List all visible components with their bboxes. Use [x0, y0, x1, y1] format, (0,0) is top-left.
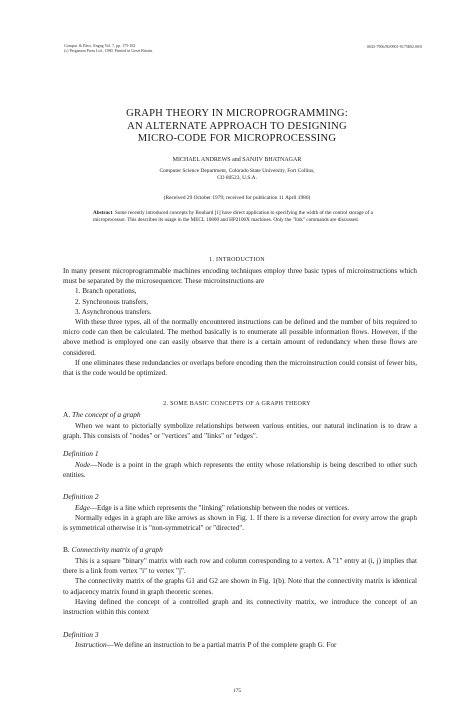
definition-text: —Node is a point in the graph which represents the entity whose relationship is being described to other such entities.: [63, 461, 417, 480]
journal-citation: Comput. & Elect. Engng Vol. 7, pp. 175-182: [64, 43, 136, 48]
subsection-b-body: [63, 556, 417, 617]
subsection-number: B.: [63, 545, 70, 554]
definition-1-label: Definition 1: [63, 449, 99, 458]
article-code: 0045-7906/80/0901-0175$02.00/0: [367, 44, 422, 49]
paragraph: Having defined the concept of a controlled graph and its connectivity matrix, we introduce the concept of an instruction within this context: [63, 597, 417, 617]
abstract-text: Some recently introduced concepts by Bouhard [1] have direct application to specifying the width of the control storage of a microprocessor. This describes its usage in the MECL 10800 and HP2100X machines. Only the "link" commands are discussed.: [93, 210, 373, 223]
paper-title: [0, 108, 474, 146]
section-heading-introduction: 1. INTRODUCTION: [209, 257, 265, 263]
introduction-body: [63, 266, 417, 378]
defined-term: Instruction: [75, 641, 107, 649]
definition-1-body: [63, 460, 417, 480]
paragraph: The connectivity matrix of the graphs G1 and G2 are shown in Fig. 1(b). Note that the connectivity matrix is identical to adjacency matrix found in graph theoretic scenes.: [63, 577, 417, 596]
author-affiliation: [0, 168, 474, 182]
paragraph: Normally edges in a graph are like arrows as shown in Fig. 1. If there is a reverse direction for every arrow the graph is symmetrical otherwise it is "non-symmetrical" or "directed".: [63, 514, 417, 533]
title-line: GRAPH THEORY IN MICROPROGRAMMING:: [126, 108, 348, 119]
paragraph: In many present microprogrammable machines encoding techniques employ three basic types of microinstructions which must be separated by the microsequencer. These microinstructions are: [63, 267, 417, 286]
abstract-label: Abstract: [93, 210, 113, 216]
title-line: MICRO-CODE FOR MICROPROCESSING: [137, 133, 337, 144]
definition-text: —Edge is a line which represents the "linking" relationship between the nodes or vertices.: [89, 504, 350, 512]
definition-3-body: [63, 640, 417, 650]
list-item: 3. Asynchronous transfers.: [75, 307, 152, 316]
received-dates: (Received 29 October 1979; received for publication 11 April 1980): [163, 195, 311, 201]
definition-text: —We define an instruction to be a partial matrix P of the complete graph G. For: [106, 641, 337, 649]
definition-2-label: Definition 2: [63, 492, 99, 501]
subsection-title: Connectivity matrix of a graph: [71, 545, 163, 554]
page-number: 175: [232, 688, 242, 694]
paragraph: With these three types, all of the normally encountered instructions can be defined and the number of bits required to micro code can then be calculated. The method basically is to enumerate all possible information flows. However, if the above method is employed one can easily observe that there is a certain amount of redundancy when these flows are considered.: [63, 318, 417, 357]
paragraph: If one eliminates these redundancies or overlaps before encoding then the microinstruction could consist of fewer bits, that is the code would be optimized.: [63, 358, 417, 378]
paragraph: This is a square "binary" matrix with each row and column corresponding to a vertex. A "1" entry at (i, j) implies that there is a link from vertex "i" to vertex "j".: [63, 557, 417, 576]
title-line: AN ALTERNATE APPROACH TO DESIGNING: [127, 120, 347, 132]
journal-header: [64, 43, 153, 53]
subsection-heading-a: [63, 410, 141, 419]
affiliation-line: Computer Science Department, Colorado State University, Fort Collins,: [159, 168, 315, 174]
list-item: 1. Branch operations,: [75, 287, 137, 296]
section-heading-concepts: 2. SOME BASIC CONCEPTS OF A GRAPH THEORY: [163, 401, 311, 407]
definition-2-body: [63, 503, 417, 534]
author-names: MICHAEL ANDREWS and SANJIV BHATNAGAR: [172, 157, 302, 163]
definition-3-label: Definition 3: [63, 630, 99, 639]
defined-term: Node: [75, 461, 91, 469]
subsection-heading-b: [63, 545, 163, 554]
subsection-number: A.: [63, 410, 71, 419]
paragraph: When we want to pictorially symbolize relationships between various entities, our natural inclination is to draw a graph. This consists of "nodes" or "vertices" and "links" or "edges".: [63, 422, 417, 441]
paragraph: [63, 503, 417, 513]
abstract: [93, 210, 393, 223]
defined-term: Edge: [75, 504, 90, 512]
list-item: 2. Synchronous transfers,: [75, 297, 149, 306]
affiliation-line: CO 80523, U.S.A.: [217, 175, 257, 181]
publisher-line: (c) Pergamon Press Ltd., 1980. Printed in Great Britain.: [64, 48, 154, 53]
subsection-title: The concept of a graph: [72, 410, 141, 419]
